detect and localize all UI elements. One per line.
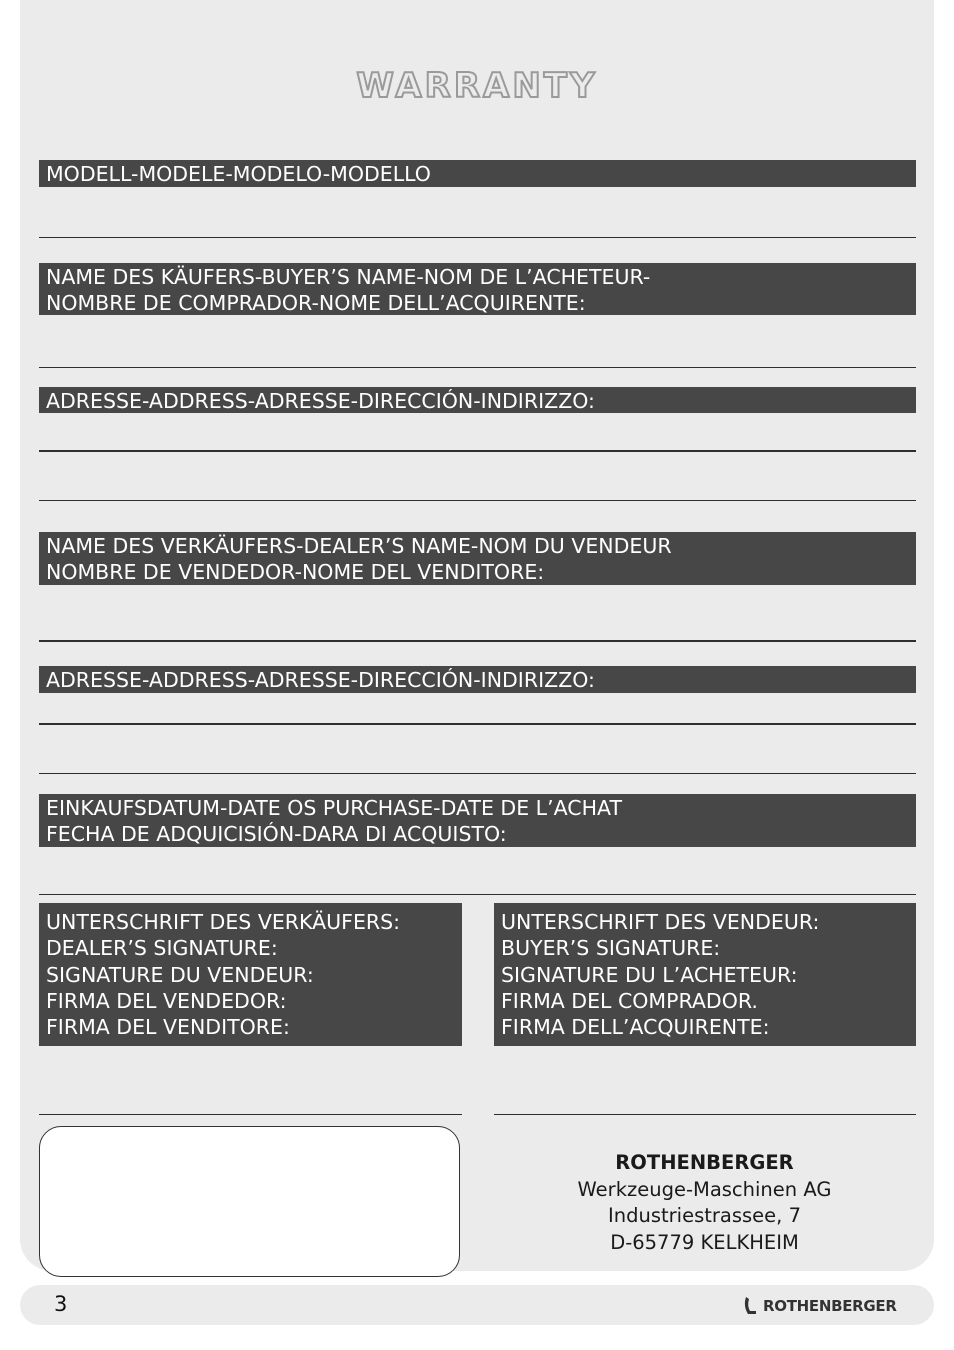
dealer-signature-label — [39, 903, 462, 1046]
purchase-date-label-line-2: FECHA DE ADQUICISIÓN-DARA DI ACQUISTO: — [46, 822, 507, 846]
company-name: ROTHENBERGER — [615, 1151, 794, 1174]
dealer-signature-label-es: FIRMA DEL VENDEDOR: — [46, 988, 287, 1013]
page-title: WARRANTY — [356, 66, 598, 106]
model-label-text: MODELL-MODELE-MODELO-MODELLO — [46, 162, 431, 186]
buyer-signature-label-en: BUYER’S SIGNATURE: — [501, 936, 721, 961]
buyer-signature-label-it: FIRMA DELL’ACQUIRENTE: — [501, 1015, 770, 1040]
company-line-3: D-65779 KELKHEIM — [610, 1230, 799, 1254]
buyer-signature-label-es: FIRMA DEL COMPRADOR. — [501, 988, 758, 1013]
buyer-address-field-label — [39, 387, 916, 413]
dealer-address-input-line-2[interactable] — [39, 773, 916, 774]
company-address — [494, 1150, 915, 1256]
dealer-name-label-line-2: NOMBRE DE VENDEDOR-NOME DEL VENDITORE: — [46, 560, 545, 584]
dealer-name-label-line-1: NAME DES VERKÄUFERS-DEALER’S NAME-NOM DU VENDEUR — [46, 534, 672, 558]
page-number: 3 — [54, 1292, 68, 1316]
dealer-signature-label-de: UNTERSCHRIFT DES VERKÄUFERS: — [46, 910, 401, 934]
dealer-stamp-box[interactable] — [39, 1126, 460, 1277]
buyer-name-label-line-2: NOMBRE DE COMPRADOR-NOME DELL’ACQUIRENTE: — [46, 291, 586, 315]
model-input-line[interactable] — [39, 237, 916, 238]
company-line-1: Werkzeuge-Maschinen AG — [577, 1177, 832, 1201]
dealer-name-input-line[interactable] — [39, 640, 916, 642]
buyer-signature-label-de: UNTERSCHRIFT DES VENDEUR: — [501, 910, 820, 934]
company-line-2: Industriestrassee, 7 — [608, 1204, 801, 1227]
purchase-date-field-label — [39, 794, 916, 847]
buyer-address-input-line-1[interactable] — [39, 450, 916, 452]
dealer-name-field-label — [39, 532, 916, 585]
buyer-address-input-line-2[interactable] — [39, 500, 916, 501]
buyer-name-input-line[interactable] — [39, 367, 916, 368]
buyer-signature-line[interactable] — [494, 1114, 916, 1115]
buyer-name-label-line-1: NAME DES KÄUFERS-BUYER’S NAME-NOM DE L’ACHETEUR- — [46, 265, 651, 289]
dealer-signature-label-en: DEALER’S SIGNATURE: — [46, 936, 278, 961]
dealer-address-label-text: ADRESSE-ADDRESS-ADRESSE-DIRECCIÓN-INDIRIZZO: — [46, 668, 595, 692]
warranty-card-background — [20, 0, 934, 1271]
dealer-signature-line[interactable] — [39, 1114, 462, 1115]
rothenberger-logo-icon — [742, 1294, 762, 1318]
buyer-name-field-label — [39, 263, 916, 315]
buyer-address-label-text: ADRESSE-ADDRESS-ADRESSE-DIRECCIÓN-INDIRIZZO: — [46, 389, 595, 413]
dealer-signature-label-it: FIRMA DEL VENDITORE: — [46, 1015, 290, 1040]
model-field-label — [39, 160, 916, 187]
buyer-signature-label-fr: SIGNATURE DU L’ACHETEUR: — [501, 962, 798, 987]
buyer-signature-label — [494, 903, 916, 1046]
purchase-date-label-line-1: EINKAUFSDATUM-DATE OS PURCHASE-DATE DE L’ACHAT — [46, 796, 622, 820]
logo-text: ROTHENBERGER — [763, 1297, 897, 1315]
dealer-signature-label-fr: SIGNATURE DU VENDEUR: — [46, 962, 314, 987]
purchase-date-input-line[interactable] — [39, 894, 916, 895]
rothenberger-logo — [742, 1291, 897, 1321]
dealer-address-field-label — [39, 666, 916, 693]
dealer-address-input-line-1[interactable] — [39, 723, 916, 725]
